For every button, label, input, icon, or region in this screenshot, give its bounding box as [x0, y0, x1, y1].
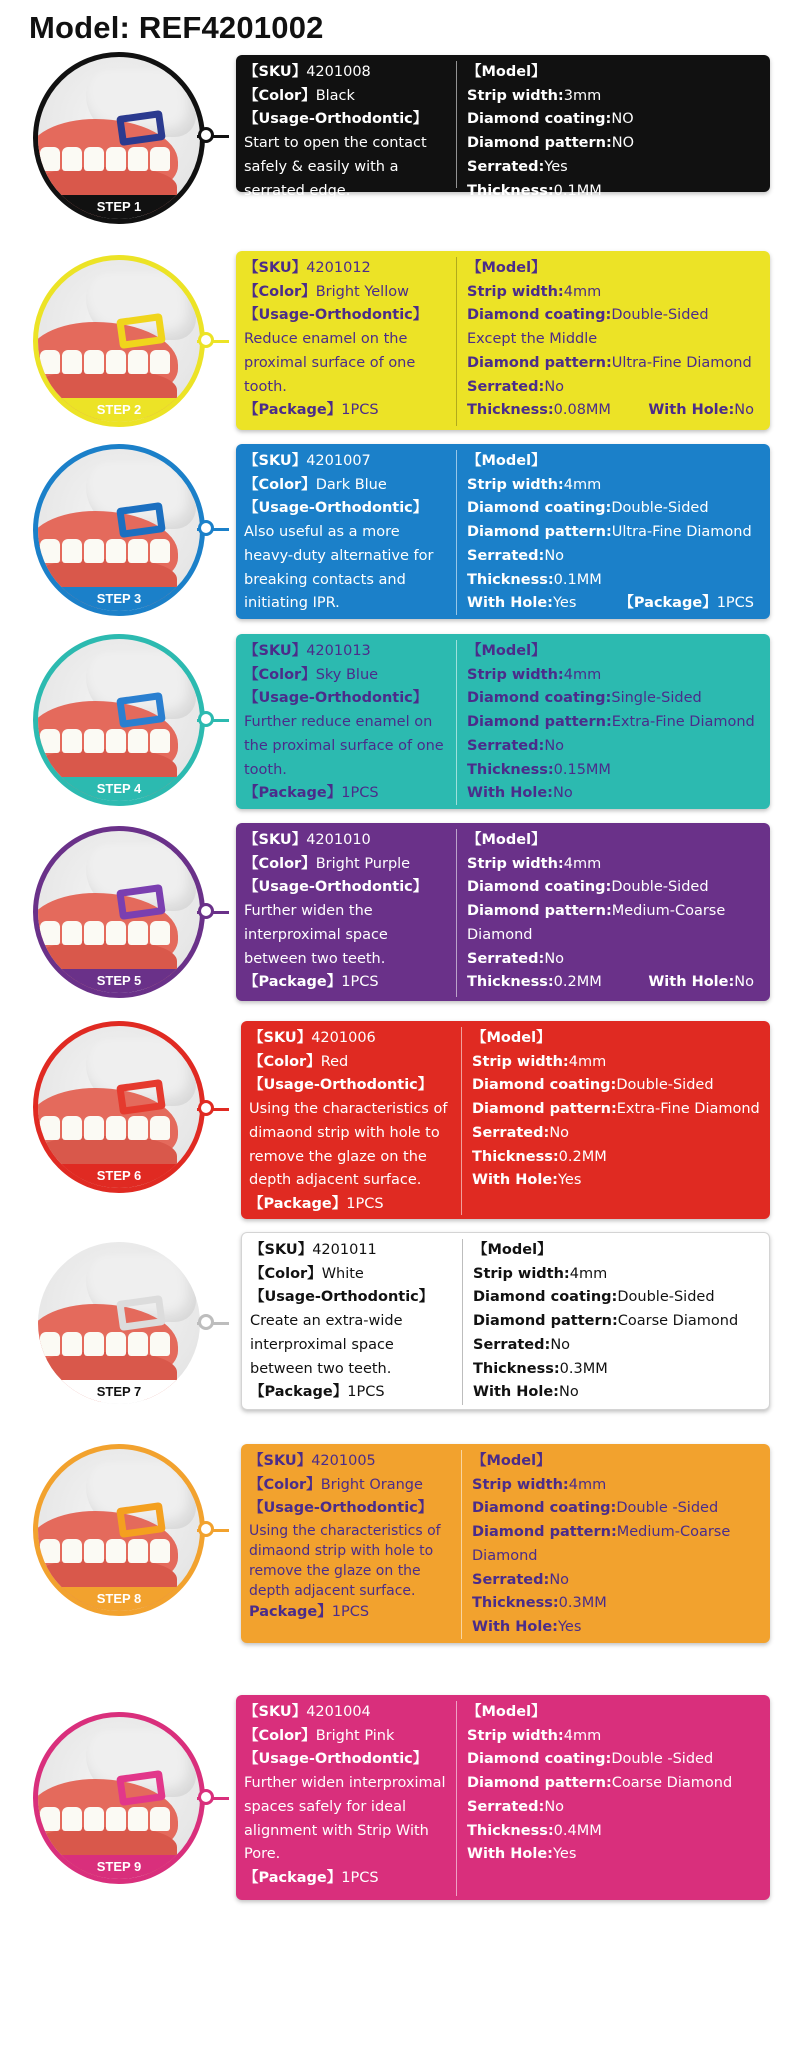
- connector-dot: [198, 127, 214, 143]
- strip-width-value: 3mm: [563, 87, 602, 104]
- product-card: 【SKU】4201012 【Color】Bright Yellow 【Usage-Orthodontic】 Reduce enamel on the proximal surface of one tooth. 【Package】1PCS 【Model】 Strip width:4mm Diamond coating:Double-Sided Except the Middle Diamond pattern:Ultra-Fine Diamond Serrated:No Thickness:0.08MM With Hole:No: [236, 251, 770, 430]
- product-card: 【SKU】4201005 【Color】Bright Orange 【Usage-Orthodontic】 Using the characteristics of dimaond strip with hole to remove the glaze on the depth adjacent surface. Package】1PCS 【Model】 Strip width:4mm Diamond coating:Double -Sided Diamond pattern:Medium-Coarse Diamond Serrated:No Thickness:0.3MM With Hole:Yes: [241, 1444, 770, 1643]
- sku-value: 4201010: [306, 832, 371, 848]
- package-value: 1PCS: [341, 785, 379, 802]
- with-hole-value: No: [734, 402, 754, 419]
- serrated-value: No: [544, 378, 565, 395]
- sku-value: 4201004: [306, 1704, 371, 1720]
- serrated-value: No: [544, 737, 565, 754]
- strip-icon: [116, 313, 166, 349]
- step-label: STEP 2: [38, 398, 200, 422]
- color-value: Bright Yellow: [315, 283, 409, 300]
- serrated-value: Yes: [544, 158, 568, 175]
- strip-width-value: 4mm: [568, 1476, 607, 1493]
- strip-icon: [116, 692, 166, 728]
- diamond-coating-value: Double -Sided: [616, 1500, 719, 1517]
- diamond-coating-value: Double -Sided: [611, 1751, 714, 1768]
- with-hole-value: No: [558, 1384, 579, 1401]
- step-label: STEP 5: [38, 969, 200, 993]
- step-image: [33, 1237, 205, 1409]
- strip-icon: [116, 1079, 166, 1115]
- connector-dot: [198, 1100, 214, 1116]
- product-card: 【SKU】4201004 【Color】Bright Pink 【Usage-Orthodontic】 Further widen interproximal spaces safely for ideal alignment with Strip With Pore. 【Package】1PCS 【Model】 Strip width:4mm Diamond coating:Double -Sided Diamond pattern:Coarse Diamond Serrated:No Thickness:0.4MM With Hole:Yes: [236, 1695, 770, 1900]
- serrated-value: No: [544, 950, 565, 967]
- strip-icon: [116, 110, 166, 146]
- serrated-value: No: [544, 547, 565, 564]
- step-label: STEP 7: [38, 1380, 200, 1404]
- strip-width-value: 4mm: [563, 1727, 602, 1744]
- diamond-coating-value: Double-Sided Except the Middle: [467, 307, 709, 348]
- serrated-value: No: [550, 1336, 571, 1353]
- product-card: 【SKU】4201010 【Color】Bright Purple 【Usage-Orthodontic】 Further widen the interproximal space between two teeth. 【Package】1PCS 【Model】 Strip width:4mm Diamond coating:Double-Sided Diamond pattern:Medium-Coarse Diamond Serrated:No Thickness:0.2MM With Hole:No: [236, 823, 770, 1001]
- step-image: [33, 634, 205, 806]
- usage-text: Start to open the contact safely & easily with a serrated edge.: [244, 135, 427, 199]
- thickness-value: 0.1MM: [553, 571, 602, 588]
- diamond-pattern-value: Coarse Diamond: [611, 1775, 733, 1792]
- connector-dot: [198, 1789, 214, 1805]
- step-image: [33, 52, 205, 224]
- with-hole-value: No: [552, 785, 573, 802]
- diamond-pattern-value: Extra-Fine Diamond: [611, 714, 755, 731]
- with-hole-value: No: [734, 974, 754, 991]
- serrated-value: No: [544, 1798, 565, 1815]
- connector-dot: [198, 520, 214, 536]
- strip-width-value: 4mm: [569, 1265, 608, 1282]
- step-label: STEP 9: [38, 1855, 200, 1879]
- usage-text: Using the characteristics of dimaond strip with hole to remove the glaze on the depth adjacent surface.: [249, 1523, 441, 1600]
- step-image: [33, 1021, 205, 1193]
- with-hole-value: Yes: [557, 1172, 582, 1189]
- sku-value: 4201011: [312, 1242, 377, 1258]
- strip-width-value: 4mm: [563, 666, 602, 683]
- product-card: 【SKU】4201007 【Color】Dark Blue 【Usage-Orthodontic】 Also useful as a more heavy-duty alternative for breaking contacts and initiating IPR. 【Model】 Strip width:4mm Diamond coating:Double-Sided Diamond pattern:Ultra-Fine Diamond Serrated:No Thickness:0.1MM With Hole:Yes 【Package】1PCS: [236, 444, 770, 619]
- step-label: STEP 3: [38, 587, 200, 611]
- strip-icon: [116, 884, 166, 920]
- product-card: 【SKU】4201006 【Color】Red 【Usage-Orthodontic】 Using the characteristics of dimaond strip with hole to remove the glaze on the depth adjacent surface. 【Package】1PCS 【Model】 Strip width:4mm Diamond coating:Double-Sided Diamond pattern:Extra-Fine Diamond Serrated:No Thickness:0.2MM With Hole:Yes: [241, 1021, 770, 1219]
- strip-width-value: 4mm: [563, 476, 602, 493]
- strip-icon: [116, 1770, 166, 1806]
- strip-icon: [116, 1502, 166, 1538]
- step-image: [33, 1712, 205, 1884]
- strip-icon: [116, 502, 166, 538]
- thickness-value: 0.3MM: [558, 1595, 607, 1612]
- product-card: 【SKU】4201013 【Color】Sky Blue 【Usage-Orthodontic】 Further reduce enamel on the proximal surface of one tooth. 【Package】1PCS 【Model】 Strip width:4mm Diamond coating:Single-Sided Diamond pattern:Extra-Fine Diamond Serrated:No Thickness:0.15MM With Hole:No: [236, 634, 770, 809]
- package-value: 2PCS: [341, 206, 379, 223]
- with-hole-value: No: [552, 206, 573, 223]
- thickness-value: 0.4MM: [553, 1822, 602, 1839]
- package-value: 1PCS: [331, 1604, 370, 1621]
- strip-width-value: 4mm: [563, 855, 602, 872]
- sku-value: 4201008: [306, 64, 371, 80]
- diamond-pattern-value: Coarse Diamond: [617, 1313, 739, 1330]
- sku-value: 4201007: [306, 453, 371, 469]
- package-value: 1PCS: [341, 402, 379, 419]
- page-title: Model: REF4201002: [29, 10, 324, 45]
- with-hole-value: Yes: [552, 595, 577, 612]
- sku-value: 4201005: [311, 1453, 376, 1469]
- step-label: STEP 1: [38, 195, 200, 219]
- color-value: Dark Blue: [315, 476, 387, 493]
- diamond-coating-value: Double-Sided: [611, 500, 709, 517]
- usage-text: Reduce enamel on the proximal surface of one tooth.: [244, 331, 416, 395]
- package-value: 1PCS: [347, 1384, 385, 1401]
- usage-text: Create an extra-wide interproximal space between two teeth.: [250, 1313, 403, 1377]
- step-image: [33, 255, 205, 427]
- step-image: [33, 826, 205, 998]
- thickness-value: 0.08MM: [553, 402, 611, 419]
- color-value: Bright Pink: [315, 1727, 395, 1744]
- step-image: [33, 1444, 205, 1616]
- usage-text: Also useful as a more heavy-duty alternative for breaking contacts and initiating IPR.: [244, 524, 434, 612]
- diamond-coating-value: Double-Sided: [617, 1289, 715, 1306]
- color-value: Red: [320, 1053, 349, 1070]
- diamond-coating-value: NO: [611, 111, 634, 128]
- connector-dot: [198, 903, 214, 919]
- product-card: 【SKU】4201008 【Color】Black 【Usage-Orthodontic】 Start to open the contact safely & easily with a serrated edge. 【Package】2PCS 【Model】 Strip width:3mm Diamond coating:NO Diamond pattern:NO Serrated:Yes Thickness:0.1MM With Hole:No: [236, 55, 770, 192]
- package-value: 1PCS: [716, 595, 754, 612]
- with-hole-value: Yes: [557, 1618, 582, 1635]
- serrated-value: No: [549, 1124, 570, 1141]
- step-label: STEP 8: [38, 1587, 200, 1611]
- step-image: [33, 444, 205, 616]
- connector-dot: [198, 1314, 214, 1330]
- package-value: 1PCS: [341, 1869, 379, 1886]
- sku-value: 4201013: [306, 643, 371, 659]
- usage-text: Using the characteristics of dimaond strip with hole to remove the glaze on the depth adjacent surface.: [249, 1101, 448, 1189]
- diamond-pattern-value: Extra-Fine Diamond: [616, 1101, 760, 1118]
- usage-text: Further reduce enamel on the proximal surface of one tooth.: [244, 714, 444, 778]
- diamond-pattern-value: Medium-Coarse Diamond: [472, 1524, 731, 1564]
- serrated-value: No: [549, 1571, 570, 1588]
- connector-dot: [198, 711, 214, 727]
- package-value: 1PCS: [341, 974, 379, 991]
- usage-text: Further widen interproximal spaces safely for ideal alignment with Strip With Pore.: [244, 1775, 446, 1863]
- thickness-value: 0.15MM: [553, 761, 611, 778]
- connector-dot: [198, 1521, 214, 1537]
- color-value: Sky Blue: [315, 666, 379, 683]
- sku-value: 4201006: [311, 1030, 376, 1046]
- color-value: White: [321, 1265, 364, 1282]
- step-label: STEP 4: [38, 777, 200, 801]
- thickness-value: 0.1MM: [553, 182, 602, 199]
- product-card: 【SKU】4201011 【Color】White 【Usage-Orthodontic】 Create an extra-wide interproximal space between two teeth. 【Package】1PCS 【Model】 Strip width:4mm Diamond coating:Double-Sided Diamond pattern:Coarse Diamond Serrated:No Thickness:0.3MM With Hole:No: [241, 1232, 770, 1410]
- diamond-pattern-value: Ultra-Fine Diamond: [611, 354, 752, 371]
- diamond-pattern-value: NO: [611, 135, 635, 152]
- strip-icon: [116, 1295, 166, 1331]
- diamond-coating-value: Double-Sided: [616, 1077, 714, 1094]
- sku-value: 4201012: [306, 260, 371, 276]
- thickness-value: 0.3MM: [559, 1360, 608, 1377]
- color-value: Bright Purple: [315, 855, 411, 872]
- diamond-coating-value: Double-Sided: [611, 879, 709, 896]
- thickness-value: 0.2MM: [558, 1148, 607, 1165]
- diamond-pattern-value: Ultra-Fine Diamond: [611, 524, 752, 541]
- diamond-pattern-value: Medium-Coarse Diamond: [467, 903, 726, 943]
- color-value: Bright Orange: [320, 1476, 423, 1493]
- strip-width-value: 4mm: [568, 1053, 607, 1070]
- package-value: 1PCS: [346, 1195, 384, 1212]
- step-label: STEP 6: [38, 1164, 200, 1188]
- usage-text: Further widen the interproximal space between two teeth.: [244, 903, 388, 967]
- thickness-value: 0.2MM: [553, 974, 602, 991]
- diamond-coating-value: Single-Sided: [611, 690, 702, 707]
- color-value: Black: [315, 87, 355, 104]
- with-hole-value: Yes: [552, 1846, 577, 1863]
- connector-dot: [198, 332, 214, 348]
- strip-width-value: 4mm: [563, 283, 602, 300]
